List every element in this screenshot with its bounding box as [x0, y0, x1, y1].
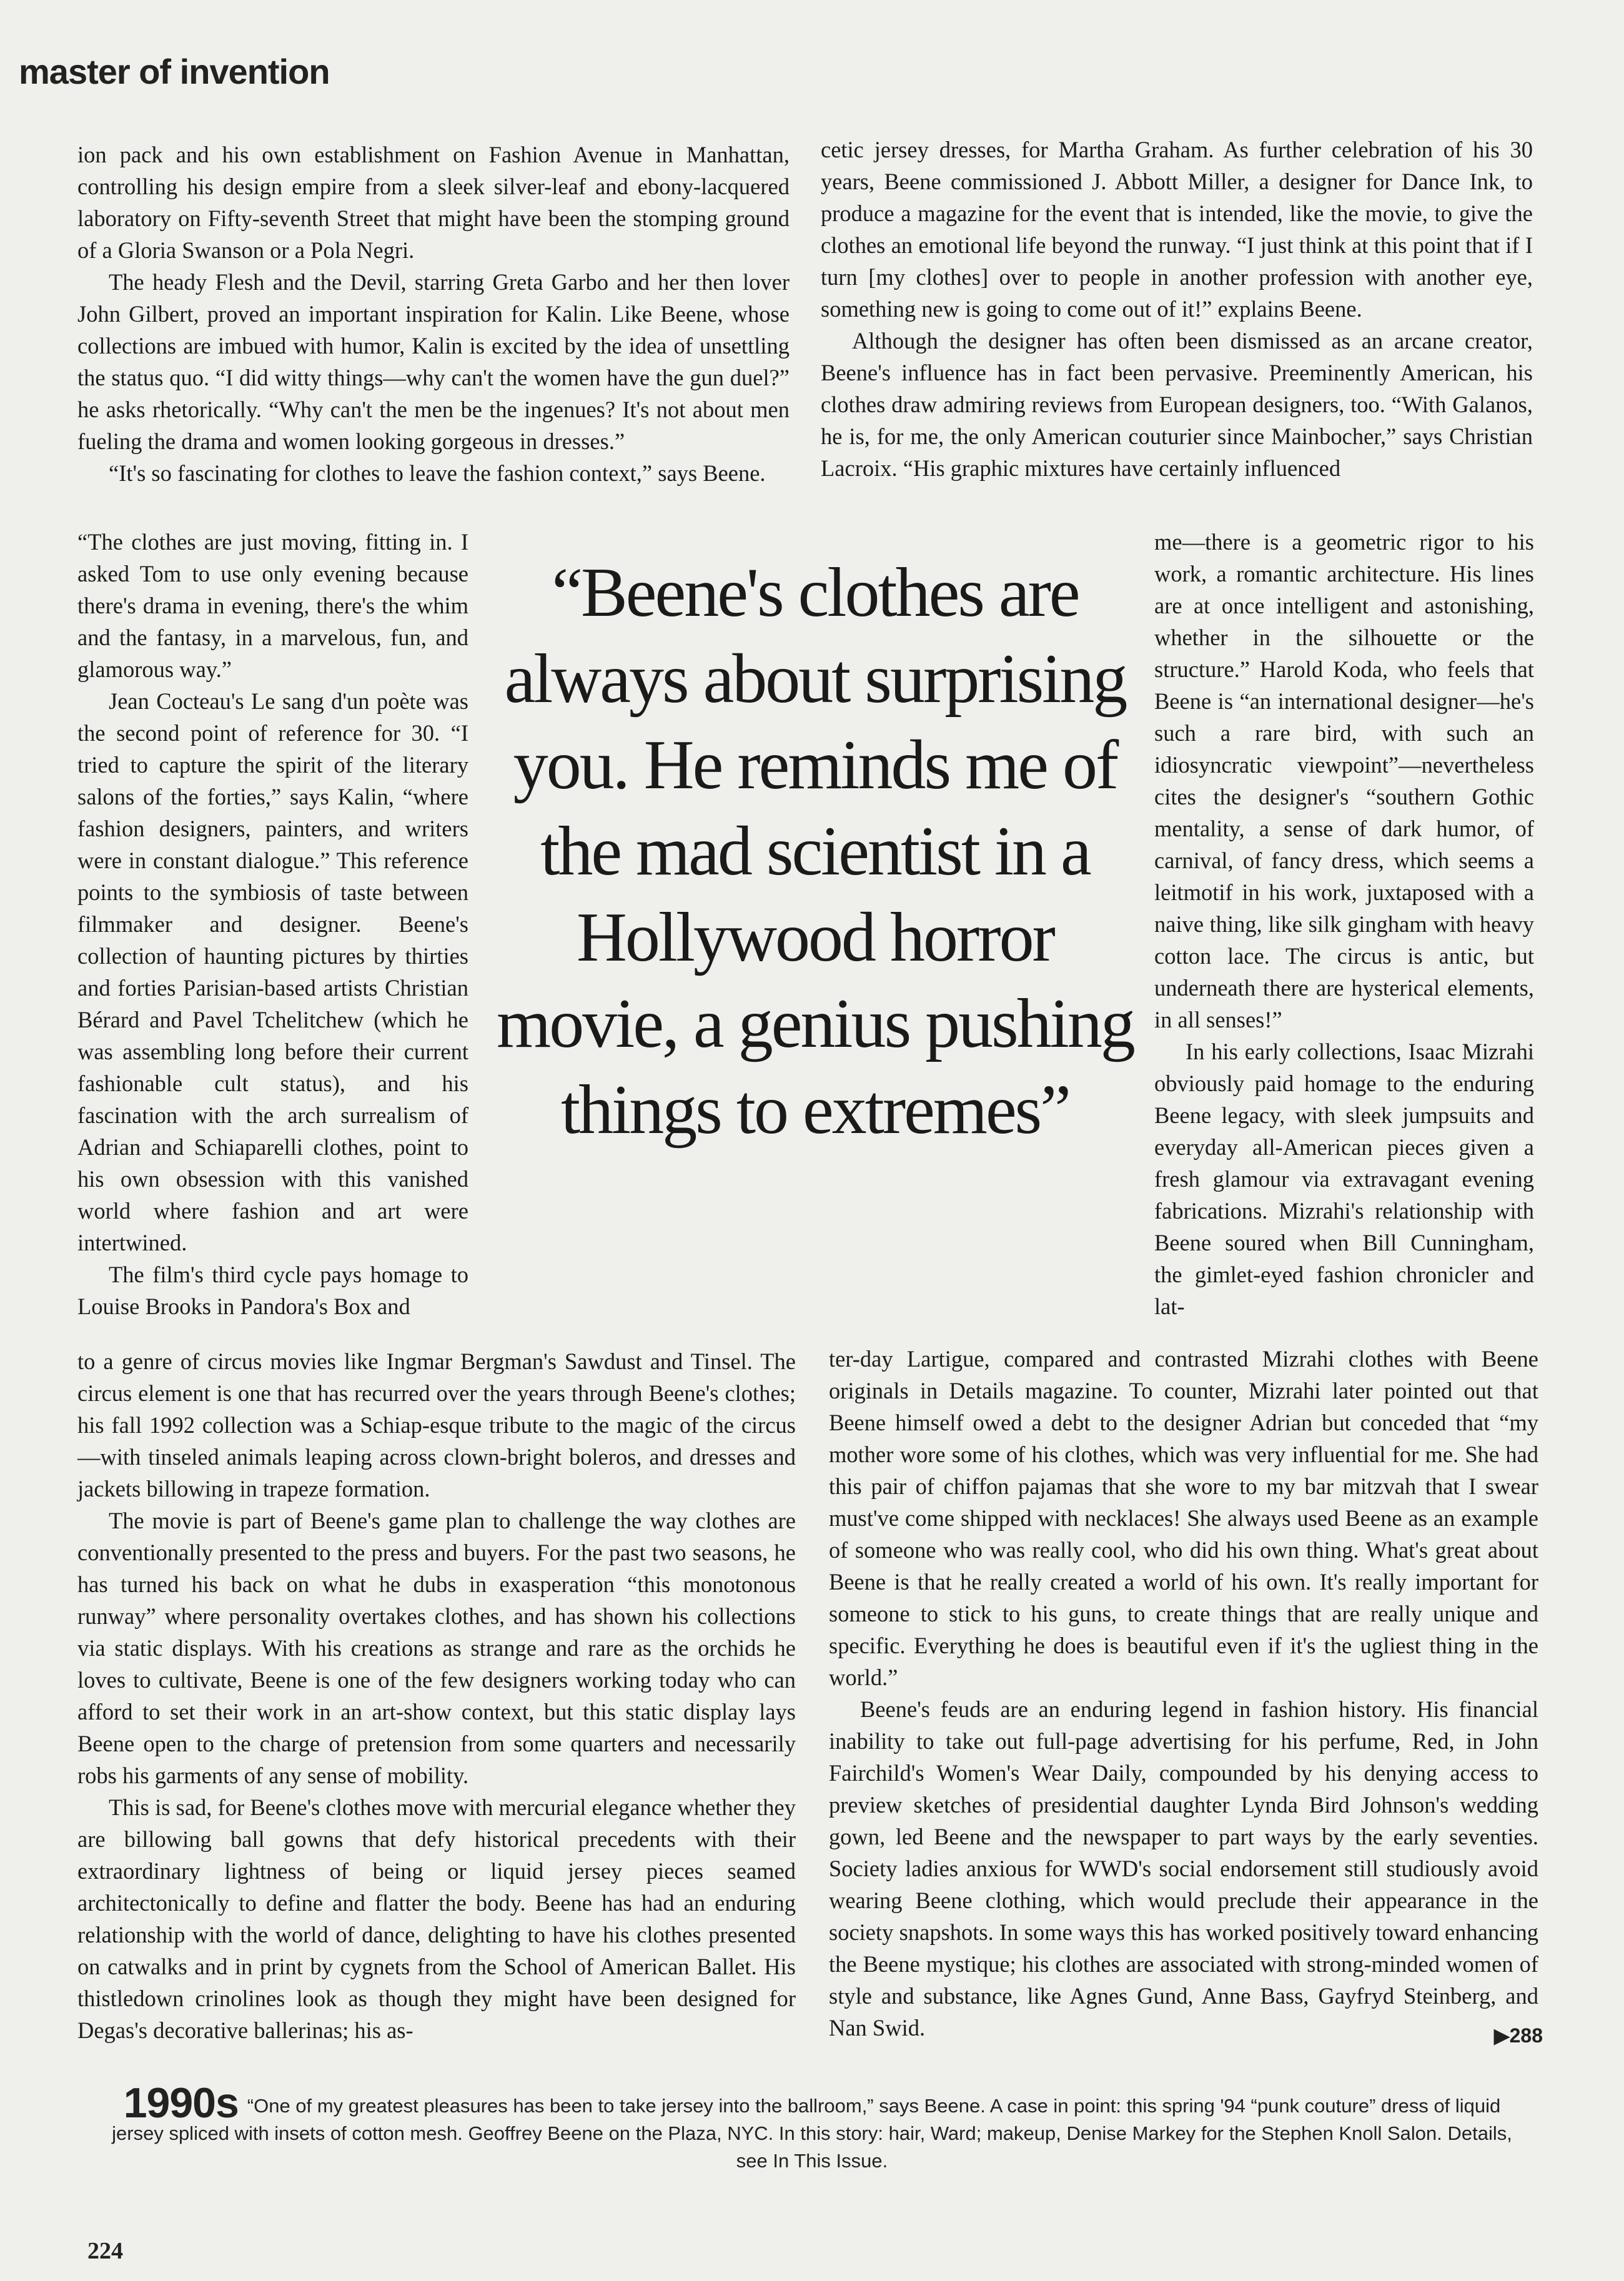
paragraph: Although the designer has often been dismissed as an arcane creator, Beene's influence has in fact been pervasive. Preeminently American, his clothes draw admiring reviews from European designers, too. “With Galanos, he is, for me, the only American couturier since Mainbocher,” says Christian Lacroix. “His graphic mixtures have certainly influenced — [821, 328, 1533, 481]
caption-text: “One of my greatest pleasures has been to take jersey into the ballroom,” says Beene. A case in point: this spring '94 “punk couture” dress of liquid jersey spliced with insets of cotton mesh. Geoffrey Beene on the Plaza, NYC. In this story: hair, Ward; makeup, Denise Markey for the Stephen Knoll Salon. Details, see In This Issue. — [112, 2095, 1512, 2172]
paragraph: “It's so fascinating for clothes to leave the fashion context,” says Beene. — [109, 460, 766, 486]
paragraph: cetic jersey dresses, for Martha Graham. As further celebration of his 30 years, Beene commissioned J. Abbott Miller, a designer for Dance Ink, to produce a magazine for the event that is intended, like the movie, to give the clothes an emotional life beyond the runway. “I just think at this point that if I turn [my clothes] over to people in another profession with another eye, something new is going to come out of it!” explains Beene. — [821, 137, 1533, 322]
page-number: 224 — [87, 2238, 123, 2264]
paragraph: ter-day Lartigue, compared and contrasted Mizrahi clothes with Beene originals in Details magazine. To counter, Mizrahi later pointed out that Beene himself owed a debt to the designer Adrian but conceded that “my mother wore some of his clothes, which was very influential for me. She had this pair of chiffon pajamas that she wore to my bar mitzvah that I swear must've come shipped with necklaces! She always used Beene as an example of someone who was really cool, who did his own thing. What's great about Beene is that he really created a world of his own. It's really important for someone to stick to his guns, to create things that are really unique and specific. Everything he does is beautiful even if it's the ugliest thing in the world.” — [829, 1346, 1538, 1690]
pull-quote: “Beene's clothes are always about surprising you. He reminds me of the mad scientist in a Hollywood horror movie, a genius pushing things to extremes” — [497, 554, 1134, 1149]
article-column-left-top — [77, 139, 790, 489]
section-title: master of invention — [19, 52, 330, 91]
paragraph: me—there is a geometric rigor to his work, a romantic architecture. His lines are at once intelligent and astonishing, whether in the silhouette or the structure.” Harold Koda, who feels that Beene is “an international designer—he's such a rare bird, with such an idiosyncratic viewpoint”—nevertheless cites the designer's “southern Gothic mentality, a sense of dark humor, of carnival, of fancy dress, which seems a leitmotif in his work, juxtaposed with a naive thing, like silk gingham with heavy cotton lace. The circus is antic, but underneath there are hysterical elements, in all senses!” — [1154, 529, 1534, 1032]
paragraph: “The clothes are just moving, fitting in. I asked Tom to use only evening because there's drama in evening, there's the whim and the fantasy, in a marvelous, fun, and glamorous way.” — [77, 529, 468, 682]
caption-era: 1990s — [123, 2079, 239, 2127]
paragraph: The heady Flesh and the Devil, starring Greta Garbo and her then lover John Gilbert, proved an important inspiration for Kalin. Like Beene, whose collections are imbued with humor, Kalin is excited by the idea of unsettling the status quo. “I did witty things—why can't the women have the gun duel?” he asks rhetorically. “Why can't the men be the ingenues? It's not about men fueling the drama and women looking gorgeous in dresses.” — [77, 269, 790, 454]
paragraph: ion pack and his own establishment on Fashion Avenue in Manhattan, controlling his design empire from a sleek silver-leaf and ebony-lacquered laboratory on Fifty-seventh Street that might have been the stomping ground of a Gloria Swanson or a Pola Negri. — [77, 142, 790, 263]
photo-caption — [106, 2079, 1518, 2175]
paragraph: Beene's feuds are an enduring legend in fashion history. His financial inability to take out full-page advertising for his perfume, Red, in John Fairchild's Women's Wear Daily, compounded by his denying access to preview sketches of presidential daughter Lynda Bird Johnson's wedding gown, led Beene and the newspaper to part ways by the early seventies. Society ladies anxious for WWD's social endorsement still studiously avoid wearing Beene clothing, which would preclude their appearance in the society snapshots. In some ways this has worked positively toward enhancing the Beene mystique; his clothes are associated with strong-minded women of style and substance, like Agnes Gund, Anne Bass, Gayfryd Steinberg, and Nan Swid. — [829, 1696, 1538, 2041]
article-column-right-top — [821, 134, 1533, 484]
article-column-left-bottom — [77, 1345, 796, 2046]
paragraph: The film's third cycle pays homage to Louise Brooks in Pandora's Box and — [77, 1262, 468, 1319]
paragraph: Jean Cocteau's Le sang d'un poète was the second point of reference for 30. “I tried to capture the spirit of the literary salons of the forties,” says Kalin, “where fashion designers, painters, and writers were in constant dialogue.” This reference points to the symbiosis of taste between filmmaker and designer. Beene's collection of haunting pictures by thirties and forties Parisian-based artists Christian Bérard and Pavel Tchelitchew (which he was assembling long before their current fashionable cult status), and his fascination with the arch surrealism of Adrian and Schiaparelli clothes, point to his own obsession with this vanished world where fashion and art were intertwined. — [77, 688, 468, 1255]
article-column-left-narrow — [77, 526, 468, 1322]
continued-page-link[interactable]: ▶288 — [1494, 2024, 1543, 2047]
paragraph: to a genre of circus movies like Ingmar Bergman's Sawdust and Tinsel. The circus element is one that has recurred over the years through Beene's clothes; his fall 1992 collection was a Schiap-esque tribute to the magic of the circus—with tinseled animals leaping across clown-bright boleros, and dresses and jackets billowing in trapeze formation. — [77, 1348, 796, 1502]
article-column-right-narrow — [1154, 526, 1534, 1322]
paragraph: This is sad, for Beene's clothes move with mercurial elegance whether they are billowing ball gowns that defy historical precedents with their extraordinary lightness of being or liquid jersey pieces seamed architectonically to define and flatter the body. Beene has had an enduring relationship with the world of dance, delighting to have his clothes presented on catwalks and in print by cygnets from the School of American Ballet. His thistledown crinolines look as though they might have been designed for Degas's decorative ballerinas; his as- — [77, 1794, 796, 2043]
paragraph: In his early collections, Isaac Mizrahi obviously paid homage to the enduring Beene legacy, with sleek jumpsuits and everyday all-American pieces given a fresh glamour via extravagant evening fabrications. Mizrahi's relationship with Beene soured when Bill Cunningham, the gimlet-eyed fashion chronicler and lat- — [1154, 1039, 1534, 1319]
article-column-right-bottom — [829, 1343, 1538, 2044]
paragraph: The movie is part of Beene's game plan to challenge the way clothes are conventionally presented to the press and buyers. For the past two seasons, he has turned his back on what he dubs in exasperation “this monotonous runway” where personality overtakes clothes, and has shown his collections via static displays. With his creations as strange and rare as the orchids he loves to cultivate, Beene is one of the few designers working today who can afford to set their work in an art-show context, but this static display lays Beene open to the charge of pretension from some quarters and necessarily robs his garments of any sense of mobility. — [77, 1508, 796, 1788]
